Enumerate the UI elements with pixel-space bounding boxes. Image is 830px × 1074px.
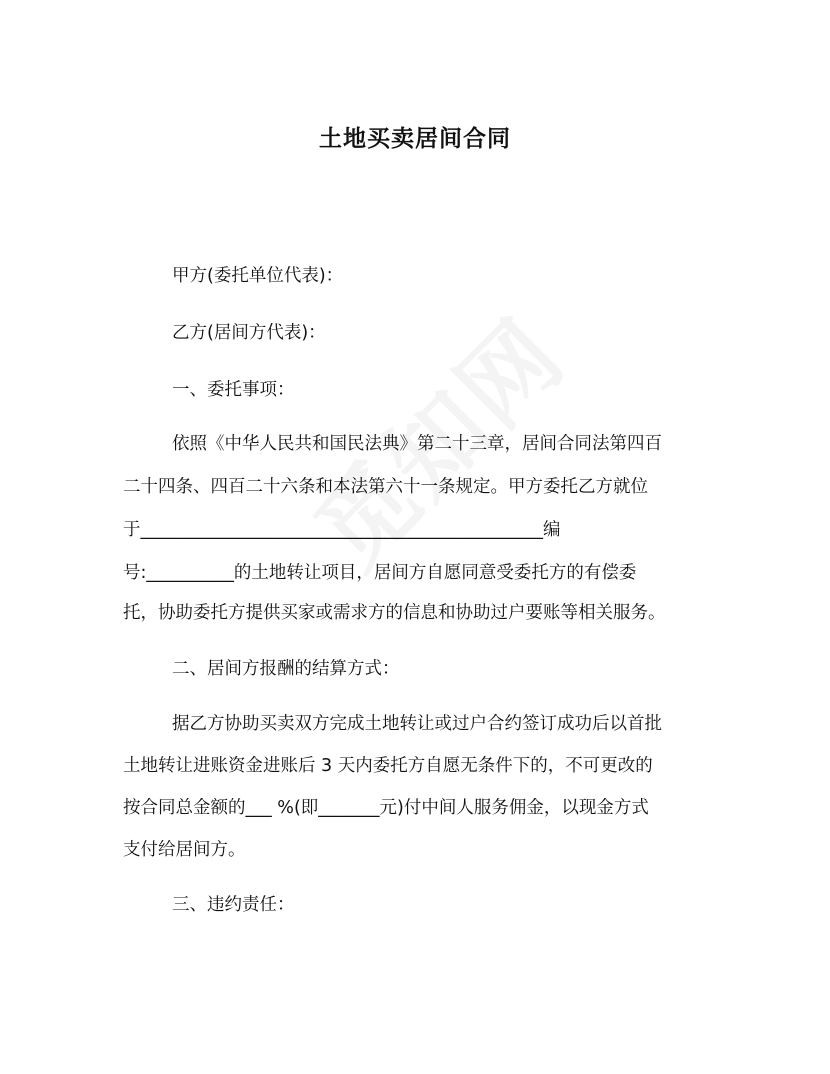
section3-heading: 三、违约责任： [172,895,295,915]
party-b-line: 乙方(居间方代表)： [172,323,326,343]
section1-heading: 一、委托事项： [172,380,295,400]
document-title: 土地买卖居间合同 [319,126,511,152]
section1-line: 二十四条、四百二十六条和本法第六十一条规定。甲方委托乙方就位 [123,477,648,497]
section1-line: 于______________________________________________编 [123,520,561,540]
section1-line: 依照《中华人民共和国民法典》第二十三章，居间合同法第四百 [172,434,662,454]
section2-heading: 二、居间方报酬的结算方式： [172,659,400,679]
section2-line: 支付给居间方。 [123,840,246,860]
section1-line: 托，协助委托方提供买家或需求方的信息和协助过户要账等相关服务。 [123,603,666,623]
section1-line: 号:__________的土地转让项目，居间方自愿同意受委托方的有偿委 [123,563,637,583]
section2-line: 按合同总金额的___ %(即_______元)付中间人服务佣金，以现金方式 [123,798,649,818]
section2-line: 据乙方协助买卖双方完成土地转让或过户合约签订成功后以首批 [172,714,662,734]
section2-line: 土地转让进账资金进账后 3 天内委托方自愿无条件下的，不可更改的 [123,756,653,776]
party-a-line: 甲方(委托单位代表)： [172,266,344,286]
